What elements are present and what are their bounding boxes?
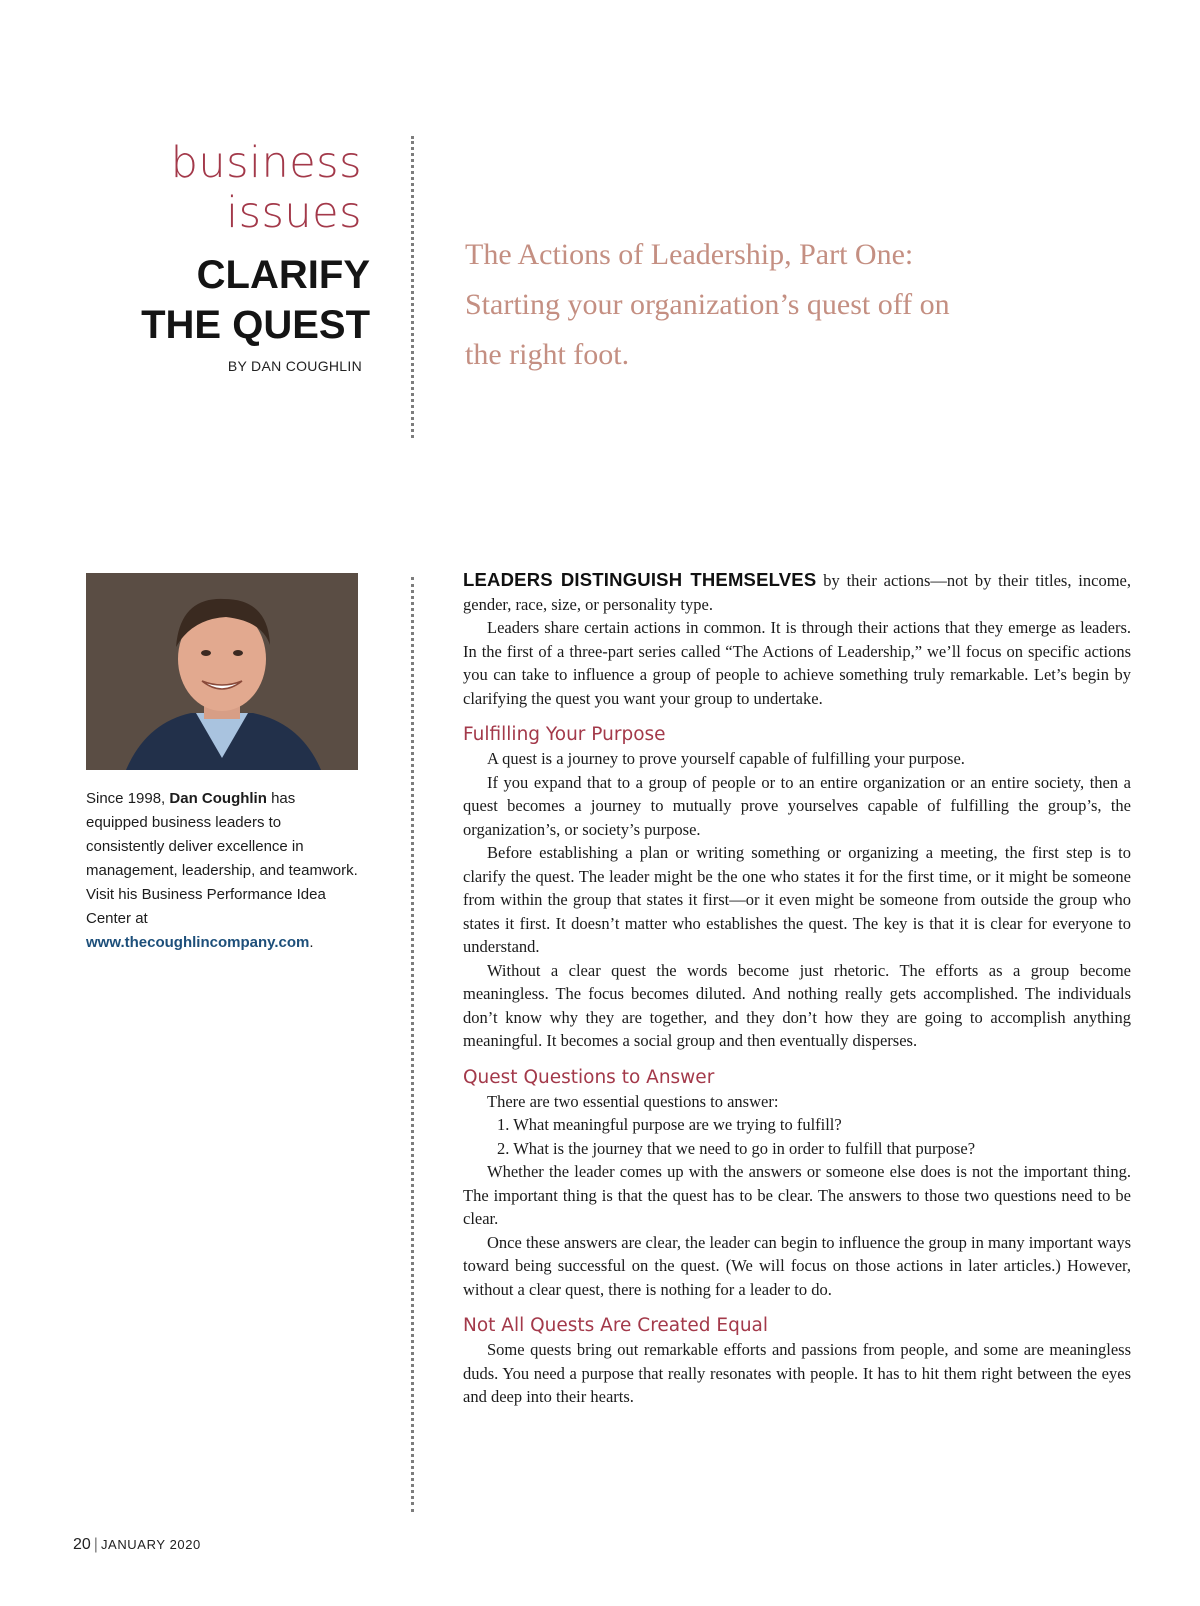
article-paragraph: Before establishing a plan or writing something or organizing a meeting, the first step is to clarify the quest. The leader might be the one who states it for the first time, or it might be someone from within the group that states it first—or it even might be someone from outside the group who states it first. It doesn’t matter who establishes the quest. The key is that it is clear for everyone to understand.: [463, 843, 1131, 956]
article-leadin: LEADERS DISTINGUISH THEMSELVES: [463, 569, 817, 590]
article-paragraph-lead: [463, 568, 1131, 616]
bio-suffix: .: [309, 934, 314, 951]
article-paragraph: A quest is a journey to prove yourself capable of fulfilling your purpose.: [487, 749, 965, 768]
deck-subtitle: The Actions of Leadership, Part One: Starting your organization’s quest off on the right foot.: [465, 238, 950, 371]
article-leadin-rest: by their actions—not by their titles, income, gender, race, size, or personality type.: [463, 571, 1131, 614]
list-item: 2. What is the journey that we need to go in order to fulfill that purpose?: [497, 1138, 976, 1158]
article-paragraph: Some quests bring out remarkable efforts and passions from people, and some are meaningless duds. You need a purpose that really resonates with people. It has to hit them right between the eyes and deep into their hearts.: [463, 1340, 1131, 1406]
article-body: [463, 568, 1131, 1409]
author-website-link[interactable]: www.thecoughlincompany.com: [86, 934, 310, 951]
article-paragraph: There are two essential questions to answer:: [487, 1091, 779, 1111]
issue-date: JANUARY 2020: [100, 1537, 201, 1552]
bio-text: has equipped business leaders to consistently deliver excellence in management, leadership, and teamwork. Visit his Business Performance Idea Center at: [86, 790, 358, 927]
article-paragraph: Leaders share certain actions in common. It is through their actions that they emerge as leaders. In the first of a three-part series called “The Actions of Leadership,” we’ll focus on specific actions you can take to influence a group of people to achieve something truly remarkable. Let’s begin by clarifying the quest you want your group to undertake.: [463, 618, 1131, 708]
section-label-line2: issues: [226, 188, 362, 238]
divider-bottom: [411, 577, 414, 1512]
subheading-not-all-quests: Not All Quests Are Created Equal: [463, 1315, 769, 1336]
bio-author-name: Dan Coughlin: [169, 790, 267, 807]
article-paragraph: Once these answers are clear, the leader can begin to influence the group in many important ways toward being successful on the quest. (We will focus on those actions in later articles.) However, without a clear quest, there is nothing for a leader to do.: [463, 1232, 1131, 1299]
divider-top: [411, 136, 414, 438]
subheading-quest-questions: Quest Questions to Answer: [463, 1066, 715, 1088]
author-bio: [86, 787, 361, 955]
article-paragraph: Without a clear quest the words become just rhetoric. The efforts as a group become meaningless. The focus becomes diluted. And nothing really gets accomplished. The individuals don’t know why they are together, and they don’t how they are going to accomplish anything meaningful. It becomes a social group and then eventually disperses.: [463, 960, 1131, 1050]
headline-line1: CLARIFY: [196, 253, 370, 297]
headline-line2: THE QUEST: [141, 303, 370, 347]
page-number: 20: [73, 1536, 91, 1553]
bio-prefix: Since 1998,: [86, 790, 170, 807]
article-paragraph: If you expand that to a group of people or to an entire organization or an entire society, then a quest becomes a journey to mutually prove yourselves capable of fulfilling the group’s, the organization’s, or society’s purpose.: [463, 772, 1131, 839]
author-photo: [86, 573, 358, 770]
byline: BY DAN COUGHLIN: [227, 358, 362, 374]
folio-separator: |: [93, 1536, 98, 1553]
subheading-fulfilling-your-purpose: Fulfilling Your Purpose: [463, 724, 666, 745]
page-folio: [73, 1536, 201, 1554]
list-item: 1. What meaningful purpose are we trying to fulfill?: [497, 1115, 842, 1134]
section-label-line1: business: [170, 138, 362, 188]
article-paragraph: Whether the leader comes up with the answers or someone else does is not the important thing. The important thing is that the quest has to be clear. The answers to those two questions need to be clear.: [463, 1162, 1131, 1228]
